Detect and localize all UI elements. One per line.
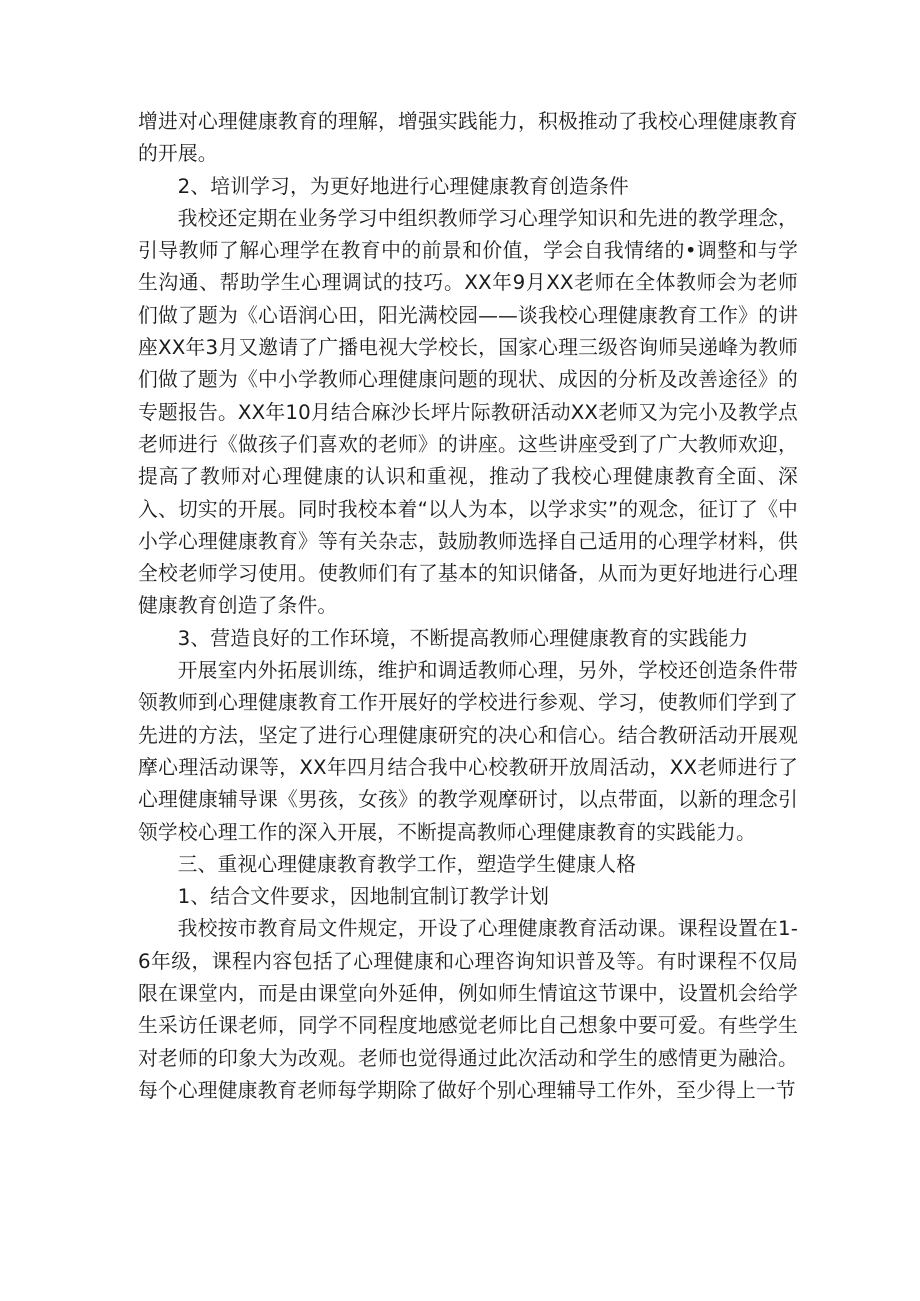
section-heading-1: 1、结合文件要求，因地制宜制订教学计划	[177, 885, 550, 909]
paragraph-environment: 开展室内外拓展训练，维护和调适教师心理，另外，学校还创造条件带领教师到心理健康教育工作开展好的学校进行参观、学习，使教师们学到了先进的方法，坚定了进行心理健康研究的决心和信心。结合教研活动开展观摩心理活动课等，XX年四月结合我中心校教研开放周活动，XX老师进行了心理健康辅导课《男孩，女孩》的教学观摩研讨，以点带面，以新的理念引领学校心理工作的深入开展，不断提高教师心理健康教育的实践能力。	[138, 659, 798, 844]
paragraph-curriculum: 我校按市教育局文件规定，开设了心理健康教育活动课。课程设置在1-6年级，课程内容包括了心理健康和心理咨询知识普及等。有时课程不仅局限在课堂内，而是由课堂向外延伸，例如师生情谊这节课中，设置机会给学生采访任课老师，同学不同程度地感觉老师比自己想象中要可爱。有些学生对老师的印象大为改观。老师也觉得通过此次活动和学生的感情更为融洽。每个心理健康教育老师每学期除了做好个别心理辅导工作外，至少得上一节	[138, 917, 798, 1102]
section-heading-3: 3、营造良好的工作环境，不断提高教师心理健康教育的实践能力	[177, 626, 749, 650]
paragraph-training: 我校还定期在业务学习中组织教师学习心理学知识和先进的教学理念，引导教师了解心理学在教育中的前景和价值，学会自我情绪的•调整和与学生沟通、帮助学生心理调试的技巧。XX年9月XX老师在全体教师会为老师们做了题为《心语润心田，阳光满校园——谈我校心理健康教育工作》的讲座XX年3月又邀请了广播电视大学校长，国家心理三级咨询师吴递峰为教师们做了题为《中小学教师心理健康问题的现状、成因的分析及改善途径》的专题报告。XX年10月结合麻沙长坪片际教研活动XX老师又为完小及教学点老师进行《做孩子们喜欢的老师》的讲座。这些讲座受到了广大教师欢迎，提高了教师对心理健康的认识和重视，推动了我校心理健康教育全面、深入、切实的开展。同时我校本着“以人为本，以学求实”的观念，征订了《中小学心理健康教育》等有关杂志，鼓励教师选择自己适用的心理学材料，供全校老师学习使用。使教师们有了基本的知识储备，从而为更好地进行心理健康教育创造了条件。	[138, 206, 798, 618]
paragraph-continuation: 增进对心理健康教育的理解，增强实践能力，积极推动了我校心理健康教育的开展。	[138, 110, 798, 166]
chapter-heading-3: 三、重视心理健康教育教学工作，塑造学生健康人格	[177, 852, 637, 876]
document-body	[138, 106, 798, 1107]
section-heading-2: 2、培训学习，为更好地进行心理健康教育创造条件	[177, 174, 629, 198]
